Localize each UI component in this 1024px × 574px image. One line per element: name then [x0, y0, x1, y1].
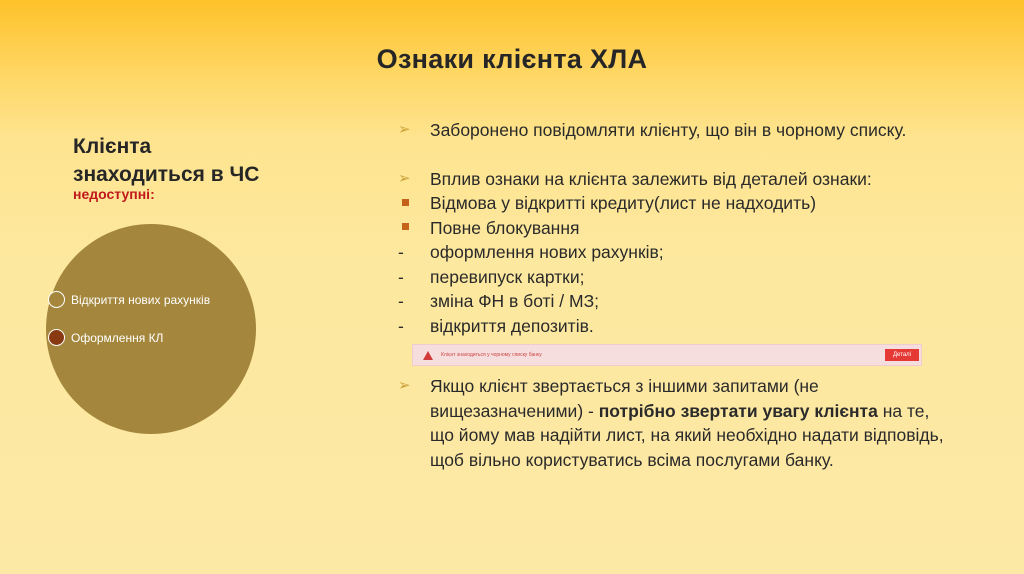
list-item-text: Повне блокування — [430, 217, 580, 238]
list-item — [398, 216, 958, 241]
left-heading-line-2: знаходиться в ЧС — [73, 163, 260, 186]
circle-bullet-icon — [48, 329, 65, 346]
left-subheading: недоступні: — [73, 186, 155, 202]
details-button[interactable]: Деталі — [885, 349, 919, 361]
left-heading-line-1: Клієнта — [73, 135, 152, 158]
circle-item-label: Оформлення КЛ — [71, 330, 164, 345]
notice-text: Клієнт знаходиться у чорному списку банку — [441, 351, 542, 358]
arrow-right-icon: ➢ — [398, 169, 411, 187]
left-heading — [73, 133, 259, 189]
circle-item-accounts — [46, 291, 210, 308]
bullet-text-part2: на те, що йому мав надійти лист, на який необхідно надати відповідь, щоб вільно користуватись всіма послугами банку. — [430, 400, 944, 470]
dash-bullet: - — [398, 266, 404, 287]
list-item-text: Відмова у відкритті кредиту(лист не надходить) — [430, 193, 817, 213]
bullet-text: Вплив ознаки на клієнта залежить від деталей ознаки: — [430, 168, 872, 189]
dash-bullet: - — [398, 242, 404, 262]
arrow-right-icon: ➢ — [398, 121, 411, 138]
circle-bullet-icon — [48, 291, 65, 308]
list-item-text: перевипуск картки; — [430, 266, 585, 287]
list-item — [398, 314, 958, 339]
list-item — [398, 289, 958, 314]
bullet-text-bold: потрібно звертати увагу клієнта — [598, 400, 878, 421]
list-item-text: оформлення нових рахунків; — [430, 242, 664, 262]
bullet-text-part1: Якщо клієнт звертається з іншими запитами (не вищезазначеними) - — [430, 376, 819, 421]
list-item — [398, 240, 958, 265]
arrow-right-icon: ➢ — [398, 377, 411, 394]
list-item — [398, 265, 958, 290]
right-content — [398, 118, 958, 472]
slide-title: Ознаки клієнта ХЛА — [376, 44, 648, 74]
circle-item-credit — [46, 329, 163, 346]
square-bullet-icon — [398, 191, 426, 216]
dash-bullet: - — [398, 315, 404, 336]
blacklist-notice-banner — [412, 344, 922, 366]
bullet-blacklist-notice — [398, 118, 958, 143]
list-item-text: відкриття депозитів. — [430, 315, 594, 336]
circle-item-label: Відкриття нових рахунків — [71, 292, 211, 307]
list-item-text: зміна ФН в боті / МЗ; — [430, 291, 600, 311]
list-item — [398, 191, 958, 216]
bullet-other-requests — [398, 374, 958, 472]
square-bullet-icon — [398, 216, 426, 241]
warning-icon — [423, 351, 433, 360]
bullet-text: Заборонено повідомляти клієнту, що він в чорному списку. — [430, 120, 907, 140]
dash-bullet: - — [398, 291, 404, 311]
bullet-impact — [398, 167, 958, 192]
